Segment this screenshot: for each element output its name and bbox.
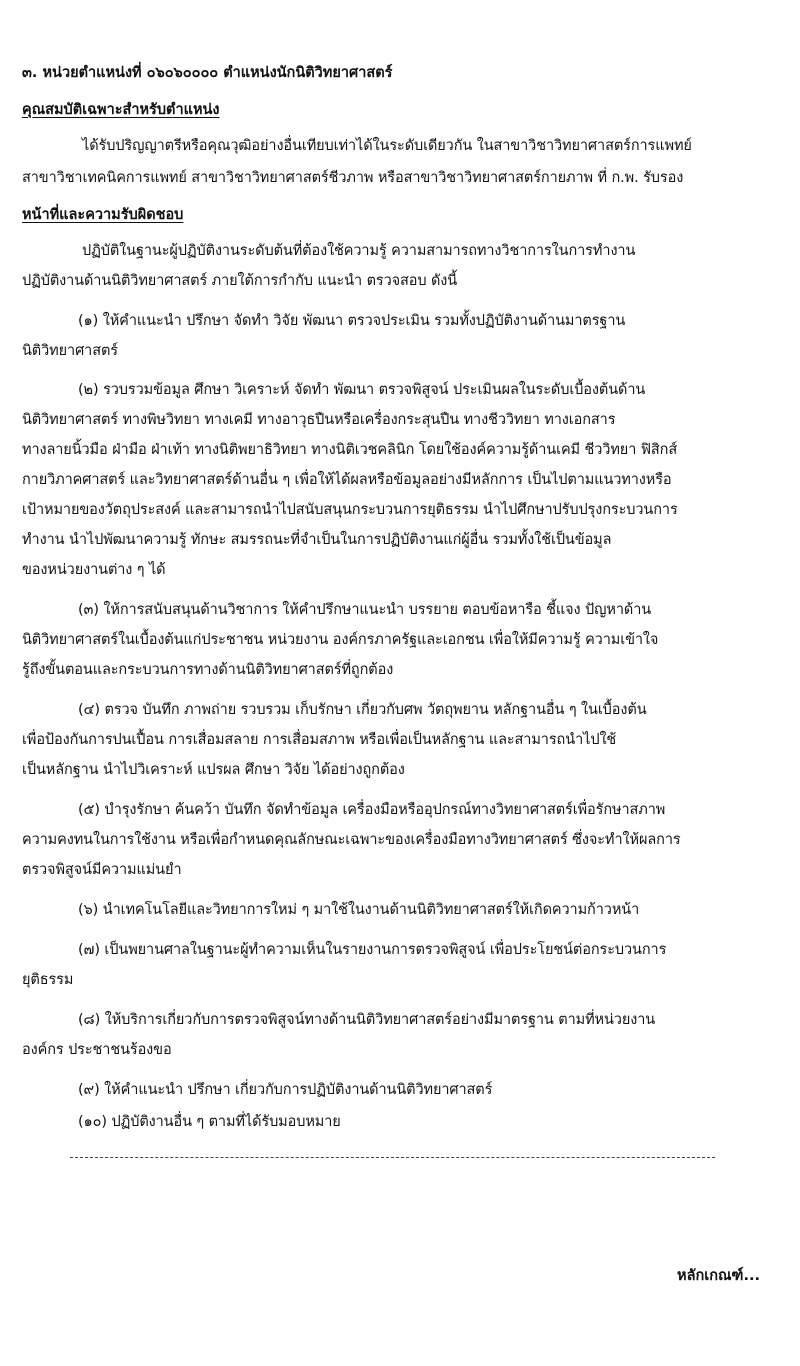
duty-item-line: ตรวจพิสูจน์มีความแม่นยำ <box>22 862 182 878</box>
duty-item-line: (๘) ให้บริการเกี่ยวกับการตรวจพิสูจน์ทางด้านนิติวิทยาศาสตร์อย่างมีมาตรฐาน ตามที่หน่วยงาน <box>78 1012 656 1028</box>
duty-item-line: (๗) เป็นพยานศาลในฐานะผู้ทำความเห็นในรายงานการตรวจพิสูจน์ เพื่อประโยชน์ต่อกระบวนการ <box>78 942 667 958</box>
duty-item-line: (๒) รวบรวมข้อมูล ศึกษา วิเคราะห์ จัดทำ พัฒนา ตรวจพิสูจน์ ประเมินผลในระดับเบื้องต้นด้าน <box>78 382 646 398</box>
qualifications-title: คุณสมบัติเฉพาะสำหรับตำแหน่ง <box>22 102 220 118</box>
duty-item-line: (๑๐) ปฏิบัติงานอื่น ๆ ตามที่ได้รับมอบหมาย <box>78 1114 341 1130</box>
duties-intro-line: ปฏิบัติในฐานะผู้ปฏิบัติงานระดับต้นที่ต้องใช้ความรู้ ความสามารถทางวิชาการในการทำงาน <box>82 243 636 259</box>
duties-title: หน้าที่และความรับผิดชอบ <box>22 207 184 223</box>
duty-item-line: (๔) ตรวจ บันทึก ภาพถ่าย รวบรวม เก็บรักษา เกี่ยวกับศพ วัตถุพยาน หลักฐานอื่น ๆ ในเบื้องต้น <box>78 702 647 718</box>
section-divider <box>70 1157 715 1158</box>
duties-intro-line: ปฏิบัติงานด้านนิติวิทยาศาสตร์ ภายใต้การกำกับ แนะนำ ตรวจสอบ ดังนี้ <box>22 273 458 289</box>
duty-item-line: นิติวิทยาศาสตร์ <box>22 343 118 359</box>
duty-item-line: ทางลายนิ้วมือ ฝ่ามือ ฝ่าเท้า ทางนิติพยาธิวิทยา ทางนิติเวชคลินิก โดยใช้องค์ความรู้ด้านเคมี ชีววิทยา ฟิสิกส์ <box>22 442 678 458</box>
next-page-marker: หลักเกณฑ์... <box>677 1268 760 1284</box>
duty-item-line: ยุติธรรม <box>22 972 74 988</box>
duty-item-line: เป็นหลักฐาน นำไปวิเคราะห์ แปรผล ศึกษา วิจัย ได้อย่างถูกต้อง <box>22 762 405 778</box>
duty-item-line: เป้าหมายของวัตถุประสงค์ และสามารถนำไปสนับสนุนกระบวนการยุติธรรม นำไปศึกษาปรับปรุงกระบวนการ <box>22 502 678 518</box>
duty-item-line: นิติวิทยาศาสตร์ในเบื้องต้นแก่ประชาชน หน่วยงาน องค์กรภาครัฐและเอกชน เพื่อให้มีความรู้ ความเข้าใจ <box>22 632 659 648</box>
duty-item-line: เพื่อป้องกันการปนเปื้อน การเสื่อมสลาย การเสื่อมสภาพ หรือเพื่อเป็นหลักฐาน และสามารถนำไปใช้ <box>22 732 617 748</box>
page-heading: ๓. หน่วยตำแหน่งที่ ๐๖๐๖๐๐๐๐ ตำแหน่งนักนิติวิทยาศาสตร์ <box>22 65 393 81</box>
duty-item-line: (๑) ให้คำแนะนำ ปรึกษา จัดทำ วิจัย พัฒนา ตรวจประเมิน รวมทั้งปฏิบัติงานด้านมาตรฐาน <box>78 313 626 329</box>
qualifications-line: ได้รับปริญญาตรีหรือคุณวุฒิอย่างอื่นเทียบเท่าได้ในระดับเดียวกัน ในสาขาวิชาวิทยาศาสตร์การแพทย์ <box>82 138 692 154</box>
duty-item-line: รู้ถึงขั้นตอนและกระบวนการทางด้านนิติวิทยาศาสตร์ที่ถูกต้อง <box>22 662 394 678</box>
duty-item-line: ทำงาน นำไปพัฒนาความรู้ ทักษะ สมรรถนะที่จำเป็นในการปฏิบัติงานแก่ผู้อื่น รวมทั้งใช้เป็นข้อมูล <box>22 532 612 548</box>
duty-item-line: (๕) บำรุงรักษา ค้นคว้า บันทึก จัดทำข้อมูล เครื่องมือหรืออุปกรณ์ทางวิทยาศาสตร์เพื่อรักษาสภาพ <box>78 802 666 818</box>
duty-item-line: (๖) นำเทคโนโลยีและวิทยาการใหม่ ๆ มาใช้ในงานด้านนิติวิทยาศาสตร์ให้เกิดความก้าวหน้า <box>78 902 640 918</box>
duty-item-line: องค์กร ประชาชนร้องขอ <box>22 1042 172 1058</box>
duty-item-line: (๓) ให้การสนับสนุนด้านวิชาการ ให้คำปรึกษาแนะนำ บรรยาย ตอบข้อหารือ ชี้แจง ปัญหาด้าน <box>78 602 652 618</box>
duty-item-line: ความคงทนในการใช้งาน หรือเพื่อกำหนดคุณลักษณะเฉพาะของเครื่องมือทางวิทยาศาสตร์ ซึ่งจะทำให้ผลการ <box>22 832 681 848</box>
duty-item-line: (๙) ให้คำแนะนำ ปรึกษา เกี่ยวกับการปฏิบัติงานด้านนิติวิทยาศาสตร์ <box>78 1082 493 1098</box>
duty-item-line: นิติวิทยาศาสตร์ ทางพิษวิทยา ทางเคมี ทางอาวุธปืนหรือเครื่องกระสุนปืน ทางชีววิทยา ทางเอกสาร <box>22 412 616 428</box>
duty-item-line: กายวิภาคศาสตร์ และวิทยาศาสตร์ด้านอื่น ๆ เพื่อให้ได้ผลหรือข้อมูลอย่างมีหลักการ เป็นไปตามแนวทางหรือ <box>22 472 672 488</box>
duty-item-line: ของหน่วยงานต่าง ๆ ได้ <box>22 562 166 578</box>
qualifications-line: สาขาวิชาเทคนิคการแพทย์ สาขาวิชาวิทยาศาสตร์ชีวภาพ หรือสาขาวิชาวิทยาศาสตร์กายภาพ ที่ ก.พ. รับรอง <box>22 170 684 186</box>
